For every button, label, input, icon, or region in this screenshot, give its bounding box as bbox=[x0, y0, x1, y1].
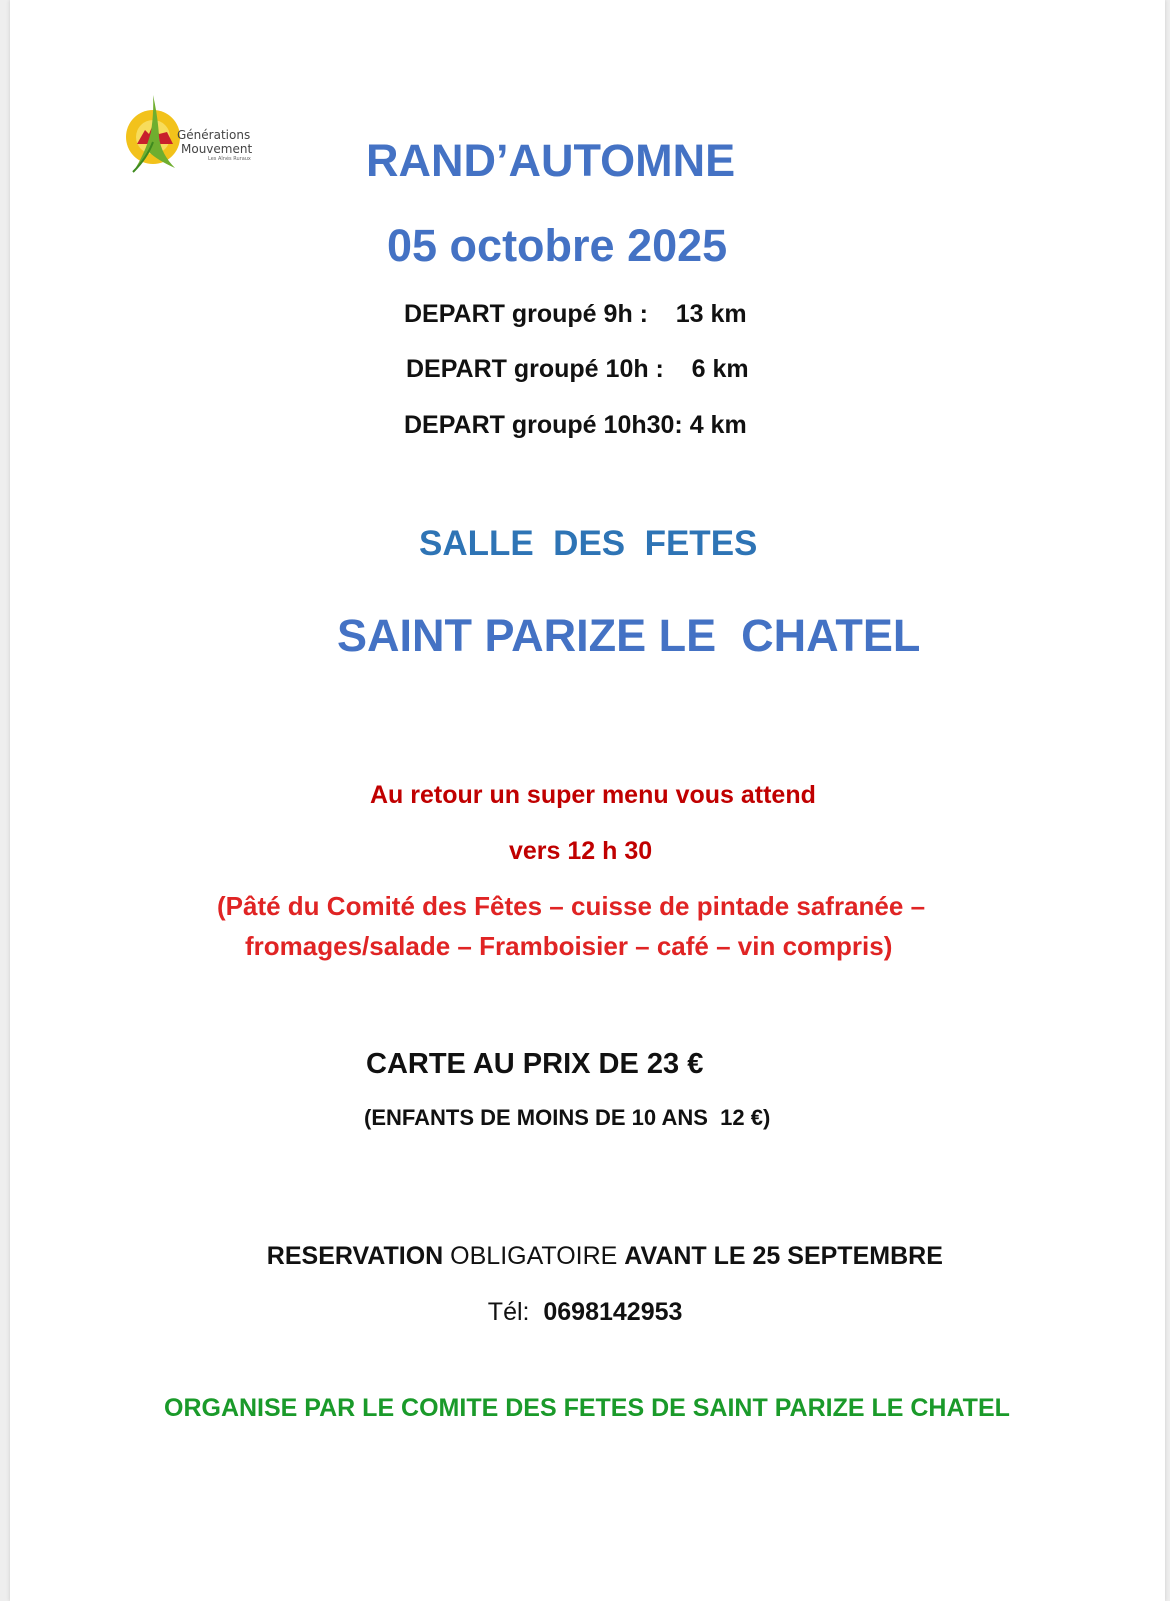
departure-10h: DEPART groupé 10h : 6 km bbox=[406, 355, 749, 383]
event-title: RAND’AUTOMNE bbox=[366, 135, 736, 186]
logo-line-1: Générations bbox=[177, 128, 251, 142]
event-date: 05 octobre 2025 bbox=[387, 220, 728, 271]
logo-line-3: Les Aînés Ruraux bbox=[208, 156, 251, 162]
menu-time: vers 12 h 30 bbox=[509, 837, 653, 865]
venue-hall: SALLE DES FETES bbox=[419, 524, 758, 563]
reservation-label: RESERVATION bbox=[266, 1242, 444, 1270]
telephone-label: Tél: bbox=[487, 1298, 544, 1326]
venue-town: SAINT PARIZE LE CHATEL bbox=[337, 610, 921, 661]
reservation-mandatory: OBLIGATOIRE bbox=[443, 1242, 625, 1270]
telephone-line bbox=[460, 1275, 682, 1350]
telephone-number: 0698142953 bbox=[543, 1298, 683, 1326]
reservation-deadline: AVANT LE 25 SEPTEMBRE bbox=[624, 1242, 943, 1270]
flyer-page bbox=[10, 0, 1165, 1601]
organizer-line: ORGANISE PAR LE COMITE DES FETES DE SAINT PARIZE LE CHATEL bbox=[164, 1394, 1010, 1422]
price-main: CARTE AU PRIX DE 23 € bbox=[366, 1048, 704, 1080]
price-children: (ENFANTS DE MOINS DE 10 ANS 12 €) bbox=[364, 1105, 771, 1130]
menu-details-line-1: (Pâté du Comité des Fêtes – cuisse de pintade safranée – bbox=[217, 891, 926, 921]
menu-details-line-2: fromages/salade – Framboisier – café – vin compris) bbox=[245, 931, 893, 961]
logo-line-2: Mouvement bbox=[181, 142, 253, 156]
departure-10h30: DEPART groupé 10h30: 4 km bbox=[404, 411, 747, 439]
generations-mouvement-logo bbox=[123, 92, 263, 182]
departure-9h: DEPART groupé 9h : 13 km bbox=[404, 300, 747, 328]
menu-intro: Au retour un super menu vous attend bbox=[370, 781, 816, 809]
